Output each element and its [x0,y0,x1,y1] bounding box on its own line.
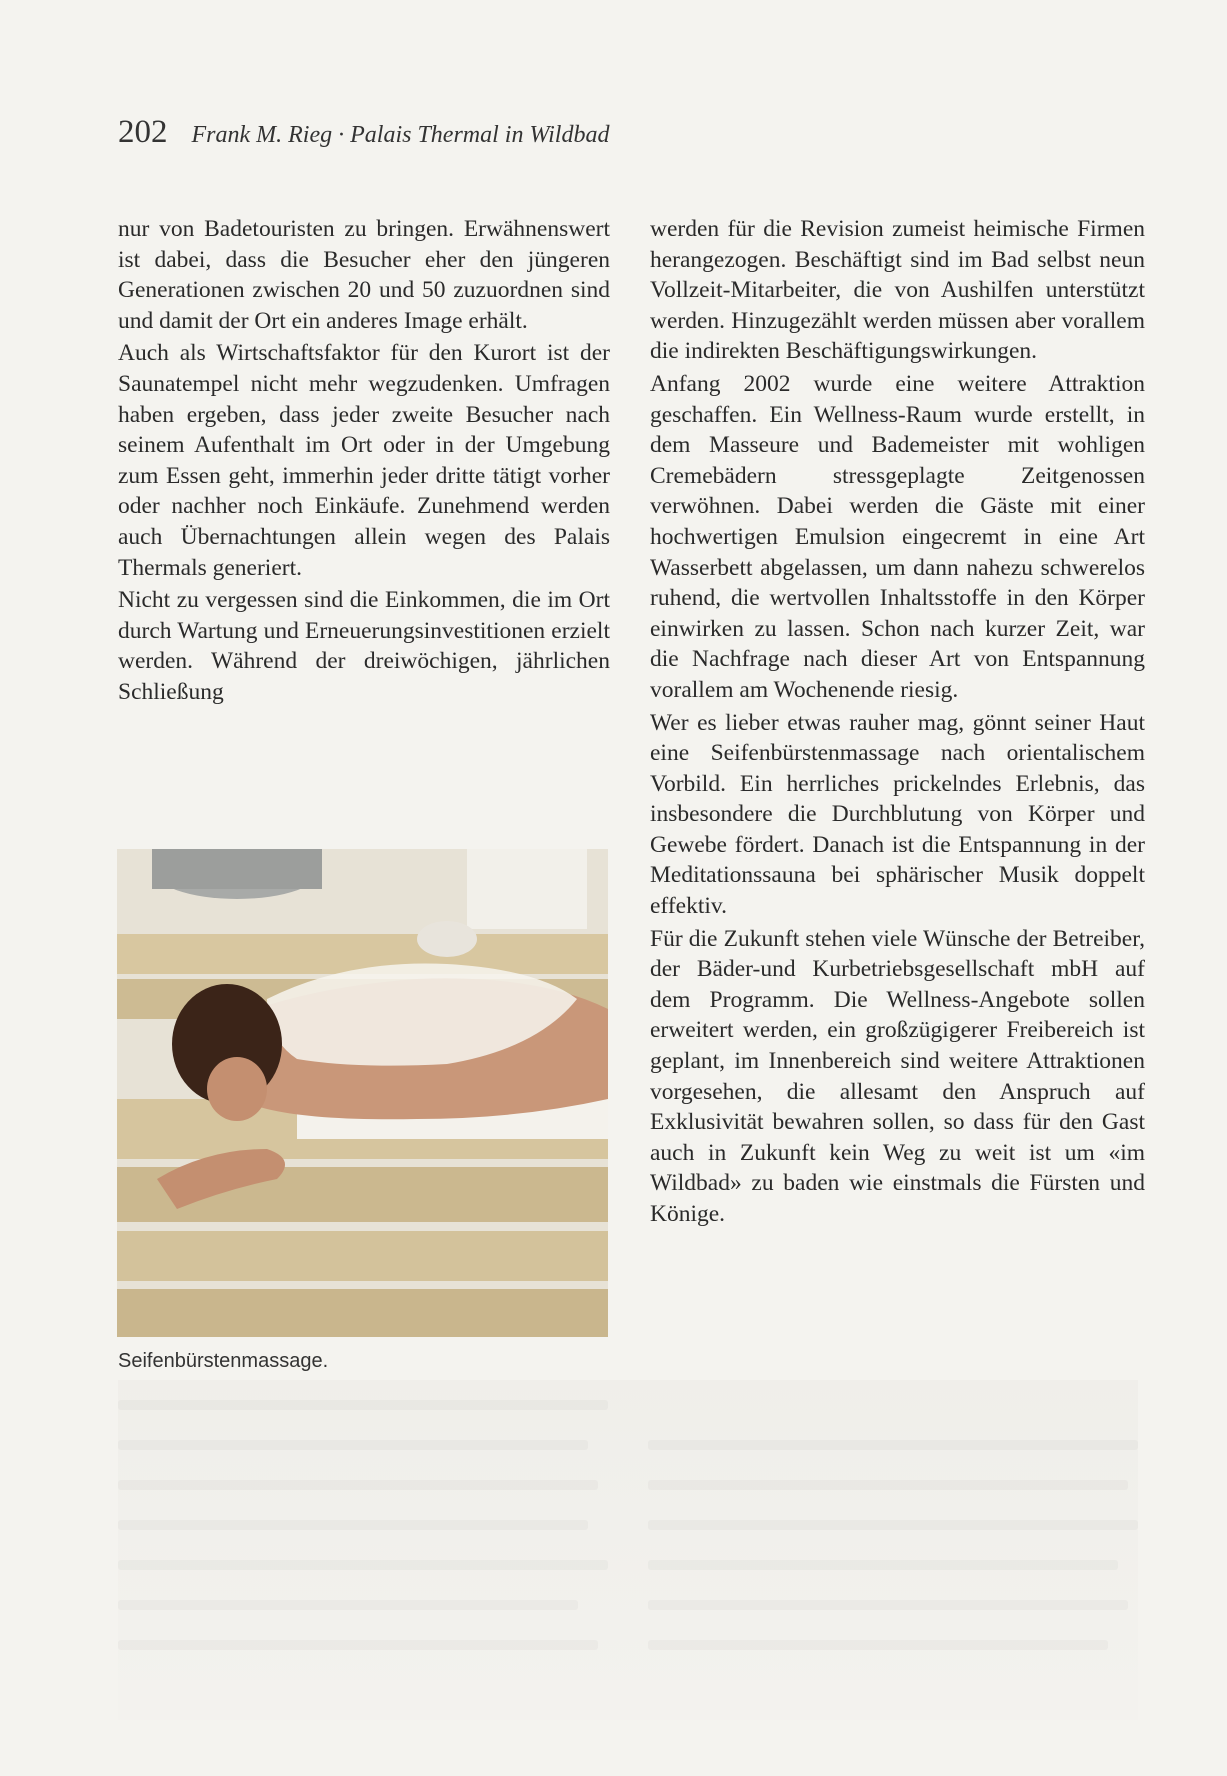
paragraph: Anfang 2002 wurde eine weitere Attraktion geschaffen. Ein Wellness-Raum wurde erstellt, in dem Masseure und Bademeister mit wohligen Cremebädern stressgeplagte Zeitgenossen verwöhnen. Dabei werden die Gäste mit einer hochwertigen Emulsion eingecremt in eine Art Wasserbett abgelassen, um dann nahezu schwerelos ruhend, die wertvollen Inhaltsstoffe in den Körper einwirken zu lassen. Schon nach kurzer Zeit, war die Nachfrage nach dieser Art von Entspannung vorallem am Wochenende riesig. [650,370,1145,703]
paragraph: Auch als Wirtschaftsfaktor für den Kurort ist der Saunatempel nicht mehr wegzudenken. Umfragen haben ergeben, dass jeder zweite Besucher nach seinem Aufenthalt im Ort oder in der Umgebung zum Essen geht, immerhin jeder dritte tätigt vorher oder nachher noch Einkäufe. Zunehmend werden auch Übernachtungen allein wegen des Palais Thermals generiert. [118,340,610,581]
show-through-line [648,1640,1108,1650]
running-head: Frank M. Rieg · Palais Thermal in Wildbad [191,122,610,148]
right-column [650,214,1145,1232]
show-through-line [118,1640,598,1650]
show-through-line [118,1560,608,1570]
show-through-line [118,1600,578,1610]
show-through-line [648,1480,1128,1490]
show-through-shadow [118,1380,1138,1720]
massage-photo [117,849,608,1337]
show-through-line [648,1560,1118,1570]
massage-illustration [117,849,608,1337]
show-through-line [118,1480,598,1490]
paragraph: Wer es lieber etwas rauher mag, gönnt seiner Haut eine Seifenbürstenmassage nach orientalischem Vorbild. Ein herrliches prickelndes Erlebnis, das insbesondere die Durchblutung von Körper und Gewebe fördert. Danach ist die Entspannung in der Meditationssauna bei sphärischer Musik doppelt effektiv. [650,709,1145,920]
show-through-line [648,1520,1138,1530]
show-through-line [118,1520,588,1530]
paragraph: nur von Badetouristen zu bringen. Erwähnenswert ist dabei, dass die Besucher eher den jüngeren Generationen zwischen 20 und 50 zuzuordnen sind und damit der Ort ein anderes Image erhält. [118,216,610,334]
paragraph: Nicht zu vergessen sind die Einkommen, die im Ort durch Wartung und Erneuerungsinvestitionen erzielt werden. Während der dreiwöchigen, jährlichen Schließung [118,587,610,705]
paragraph: Für die Zukunft stehen viele Wünsche der Betreiber, der Bäder-und Kurbetriebsgesellschaft mbH auf dem Programm. Die Wellness-Angebote sollen erweitert werden, ein großzügigerer Freibereich ist geplant, im Innenbereich sind weitere Attraktionen vorgesehen, die allesamt den Anspruch auf Exklusivität bewahren sollen, so dass für den Gast auch in Zukunft kein Weg zu weit ist um «im Wildbad» zu baden wie einstmals die Fürsten und Könige. [650,925,1145,1227]
show-through-line [648,1440,1138,1450]
show-through-line [118,1440,588,1450]
paragraph: werden für die Revision zumeist heimische Firmen herangezogen. Beschäftigt sind im Bad selbst neun Vollzeit-Mitarbeiter, die von Aushilfen unterstützt werden. Hinzugezählt werden müssen aber vorallem die indirekten Beschäftigungswirkungen. [650,216,1145,365]
show-through-line [648,1600,1128,1610]
page-number: 202 [118,114,168,150]
show-through-line [118,1400,608,1410]
figure-caption: Seifenbürstenmassage. [118,1350,329,1372]
page-header [118,114,609,151]
left-column [118,214,610,710]
